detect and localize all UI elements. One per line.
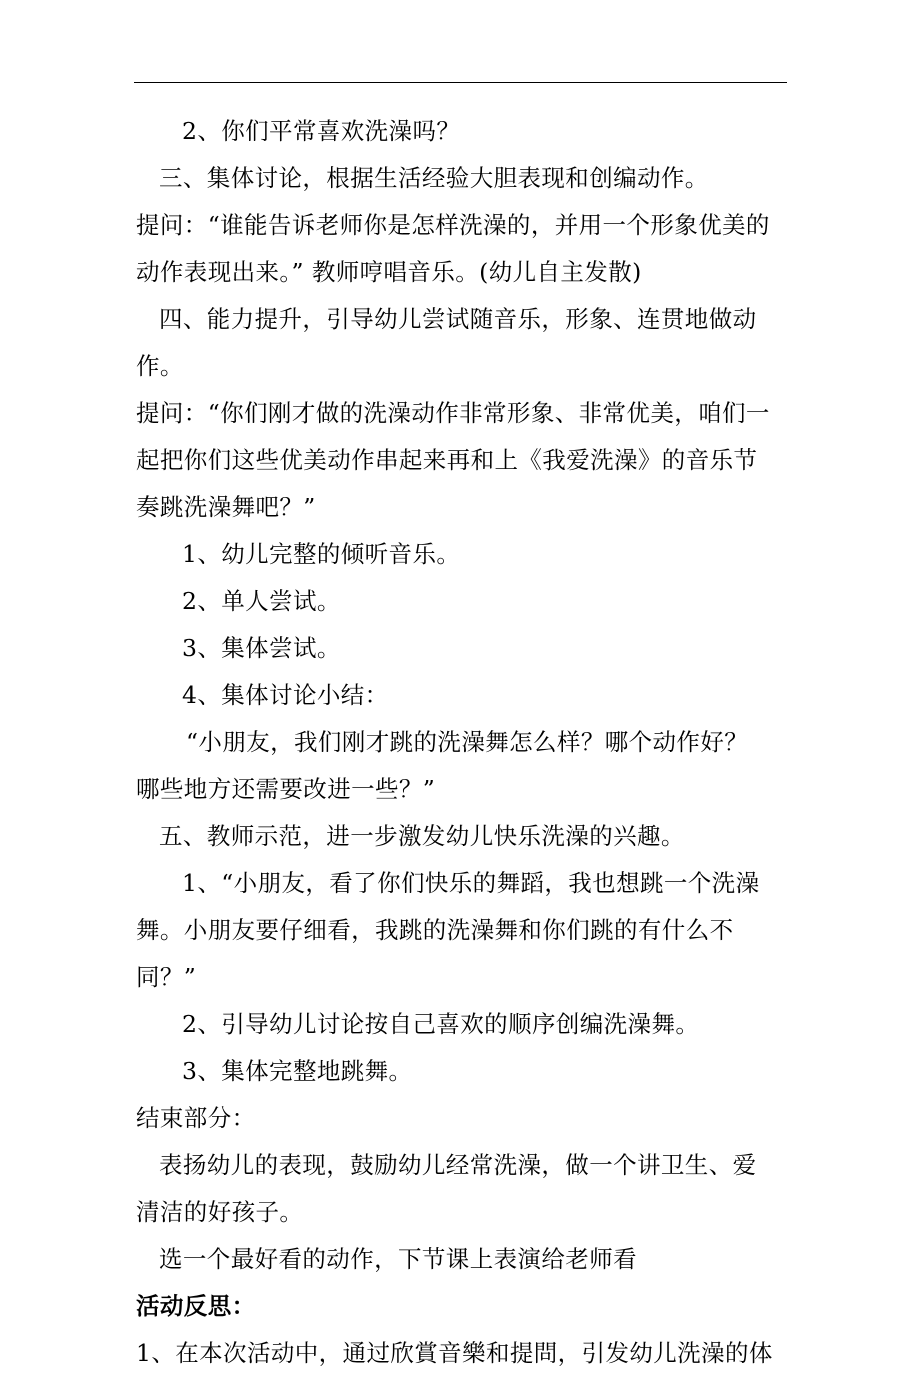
paragraph-line: 清洁的好孩子。 bbox=[136, 1198, 304, 1226]
header-rule bbox=[134, 82, 787, 83]
section-heading: 结束部分： bbox=[136, 1104, 256, 1132]
section-heading: 四、能力提升，引导幼儿尝试随音乐，形象、连贯地做动 bbox=[159, 305, 757, 333]
paragraph-line: 奏跳洗澡舞吧？” bbox=[136, 493, 316, 521]
list-item: 3、集体尝试。 bbox=[182, 634, 341, 662]
paragraph-line: 提问：“你们刚才做的洗澡动作非常形象、非常优美，咱们一 bbox=[136, 399, 770, 427]
list-item: 2、引导幼儿讨论按自己喜欢的顺序创编洗澡舞。 bbox=[182, 1010, 700, 1038]
list-item: 1、幼儿完整的倾听音乐。 bbox=[182, 540, 461, 568]
paragraph-line: 表扬幼儿的表现，鼓励幼儿经常洗澡，做一个讲卫生、爱 bbox=[159, 1151, 757, 1179]
list-item: 2、单人尝试。 bbox=[182, 587, 341, 615]
paragraph-line: 提问：“谁能告诉老师你是怎样洗澡的，并用一个形象优美的 bbox=[136, 211, 770, 239]
section-heading: 五、教师示范，进一步激发幼儿快乐洗澡的兴趣。 bbox=[159, 822, 685, 850]
paragraph-line: 哪些地方还需要改进一些？” bbox=[136, 775, 436, 803]
section-heading: 三、集体讨论，根据生活经验大胆表现和创编动作。 bbox=[159, 164, 709, 192]
paragraph-line: 选一个最好看的动作，下节课上表演给老师看 bbox=[159, 1245, 637, 1273]
section-heading: 活动反思： bbox=[136, 1292, 256, 1320]
paragraph-line: 同？” bbox=[136, 963, 197, 991]
paragraph-line: 起把你们这些优美动作串起来再和上《我爱洗澡》的音乐节 bbox=[136, 446, 758, 474]
paragraph-line: “小朋友，我们刚才跳的洗澡舞怎么样？哪个动作好？ bbox=[186, 728, 749, 756]
document-body bbox=[136, 108, 788, 1377]
list-item: 3、集体完整地跳舞。 bbox=[182, 1057, 413, 1085]
paragraph-line: 2、你们平常喜欢洗澡吗？ bbox=[182, 117, 461, 145]
paragraph-line: 动作表现出来。” 教师哼唱音乐。(幼儿自主发散) bbox=[136, 258, 642, 286]
paragraph-line: 作。 bbox=[136, 352, 184, 380]
paragraph-line: 舞。小朋友要仔细看，我跳的洗澡舞和你们跳的有什么不 bbox=[136, 916, 734, 944]
list-item: 4、集体讨论小结： bbox=[182, 681, 389, 709]
paragraph-line: 1、在本次活动中，通过欣賞音樂和提問，引发幼儿洗澡的体 bbox=[136, 1339, 773, 1367]
list-item: 1、“小朋友，看了你们快乐的舞蹈，我也想跳一个洗澡 bbox=[182, 869, 760, 897]
